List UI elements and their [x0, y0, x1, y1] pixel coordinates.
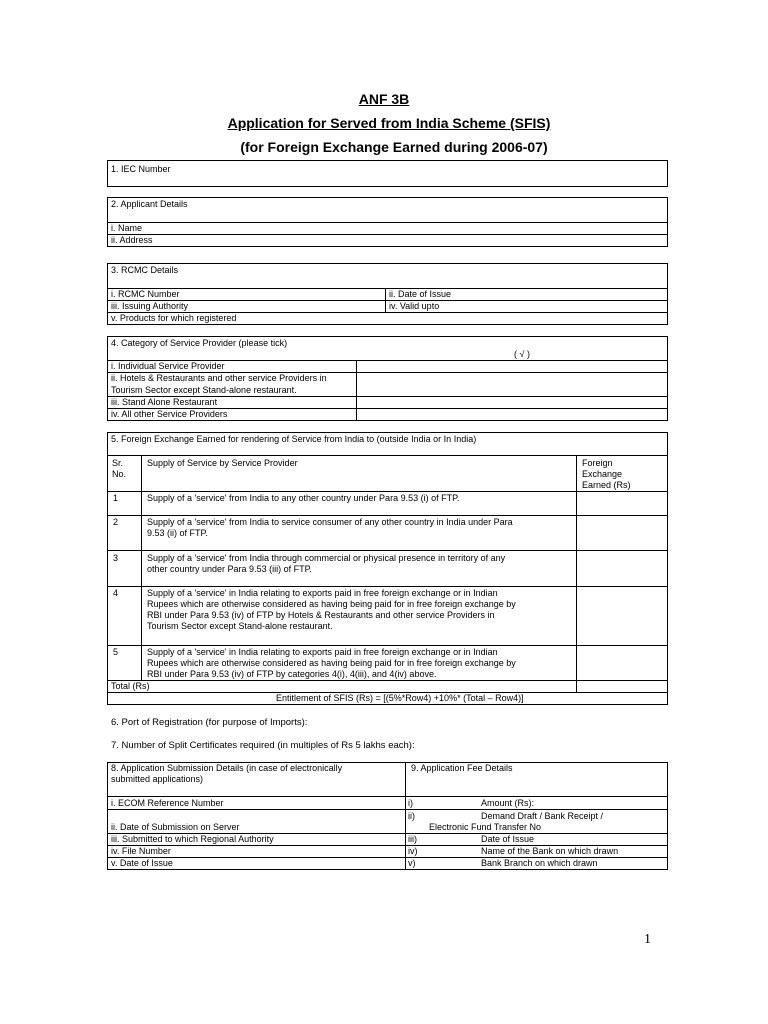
total-label: Total (Rs) [111, 681, 150, 691]
submission-title-line1: 8. Application Submission Details (in case of electronically [111, 763, 343, 773]
products-registered-label: v. Products for which registered [111, 313, 237, 323]
row-4-text-4: Tourism Sector except Stand-alone restaurant. [147, 621, 333, 631]
valid-upto-label: iv. Valid upto [389, 301, 440, 311]
row-5-no: 5 [113, 647, 119, 657]
fee-label-iii: iii) [408, 834, 417, 844]
row-5-text-1: Supply of a 'service' in India relating to exports paid in free foreign exchange or in Indian [147, 647, 498, 657]
category-hotels-line1: ii. Hotels & Restaurants and other service Providers in [111, 373, 327, 383]
tick-header: ( √ ) [514, 349, 530, 359]
row-1-text: Supply of a 'service' from India to any other country under Para 9.53 (i) of FTP. [147, 493, 460, 503]
ecom-reference-label: i. ECOM Reference Number [111, 798, 224, 808]
demand-draft-label-2: Electronic Fund Transfer No [429, 822, 542, 832]
fee-label-v: v) [408, 858, 416, 868]
form-code: ANF 3B [358, 91, 410, 107]
row-4-no: 4 [113, 588, 119, 598]
row-3-no: 3 [113, 553, 119, 563]
issuing-authority-label: iii. Issuing Authority [111, 301, 189, 311]
page-number: 1 [644, 932, 651, 947]
row-4-text-1: Supply of a 'service' in India relating to exports paid in free foreign exchange or in Indian [147, 588, 498, 598]
row-1-no: 1 [113, 493, 119, 503]
col-sr-line2: No. [112, 469, 127, 479]
date-of-issue-label: v. Date of Issue [111, 858, 173, 868]
col-supply-header: Supply of Service by Service Provider [147, 458, 298, 468]
row-2-text-2: 9.53 (ii) of FTP. [147, 528, 208, 538]
category-other: iv. All other Service Providers [111, 409, 228, 419]
col-sr-line1: Sr. [112, 458, 124, 468]
port-of-registration-label: 6. Port of Registration (for purpose of Imports): [111, 717, 308, 728]
category-standalone: iii. Stand Alone Restaurant [111, 397, 218, 407]
category-hotels-line2: Tourism Sector except Stand-alone restaurant. [111, 385, 297, 395]
rcmc-date-of-issue-label: ii. Date of Issue [389, 289, 452, 299]
fee-date-of-issue-label: Date of Issue [481, 834, 535, 844]
fx-section-title: 5. Foreign Exchange Earned for rendering of Service from India to (outside India or In India) [111, 434, 477, 444]
category-title: 4. Category of Service Provider (please tick) [111, 338, 288, 348]
col-fx-line1: Foreign [582, 458, 613, 468]
bank-name-label: Name of the Bank on which drawn [481, 846, 619, 856]
row-3-text-1: Supply of a 'service' from India through commercial or physical presence in territory of any [147, 553, 506, 563]
row-5-text-2: Rupees which are otherwise considered as having being paid for in free foreign exchange by [147, 658, 516, 668]
rcmc-details-title: 3. RCMC Details [111, 265, 179, 275]
row-3-text-2: other country under Para 9.53 (iii) of FTP. [147, 564, 312, 574]
row-4-text-3: RBI under Para 9.53 (iv) of FTP by Hotels & Restaurants and other service Providers in [147, 610, 495, 620]
regional-authority-label: iii. Submitted to which Regional Authority [111, 834, 274, 844]
rcmc-number-label: i. RCMC Number [111, 289, 180, 299]
fee-label-ii: ii) [408, 811, 415, 821]
fee-label-iv: iv) [408, 846, 418, 856]
iec-number-box [107, 160, 668, 187]
col-fx-line2: Exchange [582, 469, 623, 479]
applicant-name-label: i. Name [111, 223, 143, 233]
entitlement-formula: Entitlement of SFIS (Rs) = [(5%*Row4) +10%* (Total – Row4)] [276, 693, 524, 703]
form-title: Application for Served from India Scheme (SFIS) [227, 115, 551, 131]
submission-date-label: ii. Date of Submission on Server [111, 822, 240, 832]
applicant-details-title: 2. Applicant Details [111, 199, 188, 209]
fee-details-title: 9. Application Fee Details [411, 763, 513, 773]
iec-number-label: 1. IEC Number [111, 164, 171, 174]
fee-amount-label: Amount (Rs): [481, 798, 535, 808]
split-certificates-label: 7. Number of Split Certificates required (in multiples of Rs 5 lakhs each): [111, 740, 415, 751]
col-fx-line3: Earned (Rs) [582, 480, 631, 490]
applicant-address-label: ii. Address [111, 235, 153, 245]
bank-branch-label: Bank Branch on which drawn [481, 858, 598, 868]
submission-title-line2: submitted applications) [111, 774, 204, 784]
fee-label-i: i) [408, 798, 413, 808]
row-2-no: 2 [113, 517, 119, 527]
form-subtitle: (for Foreign Exchange Earned during 2006-07) [240, 139, 548, 155]
category-individual: i. Individual Service Provider [111, 361, 225, 371]
file-number-label: iv. File Number [111, 846, 171, 856]
row-4-text-2: Rupees which are otherwise considered as having being paid for in free foreign exchange by [147, 599, 516, 609]
row-2-text-1: Supply of a 'service' from India to service consumer of any other country in India under Para [147, 517, 513, 527]
demand-draft-label-1: Demand Draft / Bank Receipt / [481, 811, 604, 821]
row-5-text-3: RBI under Para 9.53 (iv) of FTP by categories 4(i), 4(iii), and 4(iv) above. [147, 669, 437, 679]
